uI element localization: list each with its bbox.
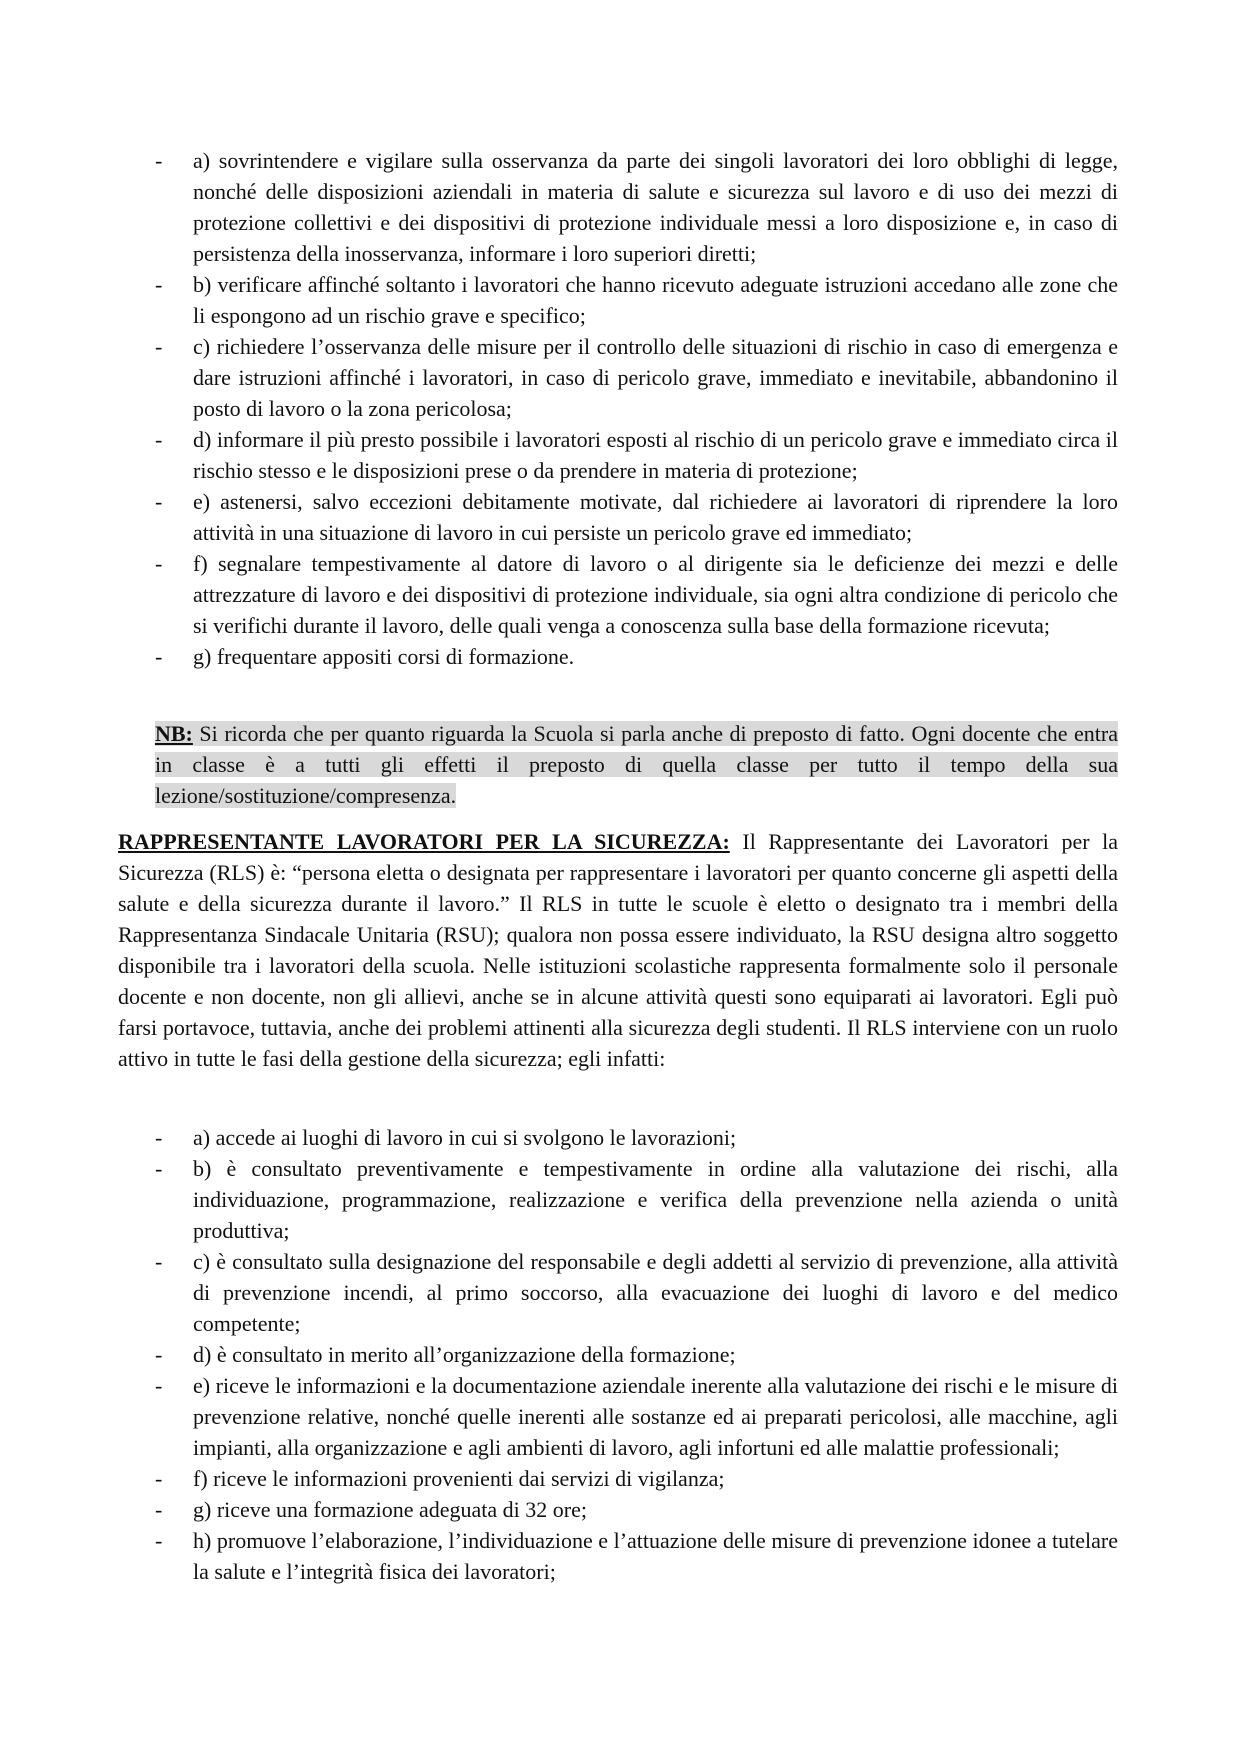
dash-bullet: -	[155, 1156, 163, 1181]
nb-label: NB:	[155, 721, 193, 746]
dash-bullet: -	[155, 644, 163, 669]
list-item	[0, 1494, 1240, 1525]
list-item-text: b) verificare affinché soltanto i lavoratori che hanno ricevuto adeguate istruzioni accedano alle zone che li espongono ad un rischio grave e specifico;	[193, 272, 1118, 328]
nb-note	[155, 718, 1118, 811]
list-item	[0, 1122, 1240, 1153]
list-item	[0, 1463, 1240, 1494]
list-item-text: e) riceve le informazioni e la documentazione aziendale inerente alla valutazione dei rischi e le misure di prevenzione relative, nonché quelle inerenti alle sostanze ed ai preparati pericolosi, alle macchine, agli impianti, alla organizzazione e agli ambienti di lavoro, agli infortuni ed alle malattie professionali;	[193, 1373, 1118, 1460]
dash-bullet: -	[155, 334, 163, 359]
list-item	[0, 331, 1240, 424]
dash-bullet: -	[155, 551, 163, 576]
list-item	[0, 548, 1240, 641]
dash-bullet: -	[155, 1125, 163, 1150]
list-item	[0, 1370, 1240, 1463]
list-item-text: d) è consultato in merito all’organizzazione della formazione;	[193, 1342, 736, 1367]
dash-bullet: -	[155, 1466, 163, 1491]
list-item-text: a) sovrintendere e vigilare sulla osservanza da parte dei singoli lavoratori dei loro obblighi di legge, nonché delle disposizioni aziendali in materia di salute e sicurezza sul lavoro e di uso dei mezzi di protezione collettivi e dei dispositivi di protezione individuale messi a loro disposizione e, in caso di persistenza della inosservanza, informare i loro superiori diretti;	[193, 148, 1118, 266]
list-item	[0, 145, 1240, 269]
dash-bullet: -	[155, 272, 163, 297]
list-item-text: h) promuove l’elaborazione, l’individuazione e l’attuazione delle misure di prevenzione idonee a tutelare la salute e l’integrità fisica dei lavoratori;	[193, 1528, 1118, 1584]
list-item-text: f) riceve le informazioni provenienti dai servizi di vigilanza;	[193, 1466, 725, 1491]
dash-bullet: -	[155, 1373, 163, 1398]
dash-bullet: -	[155, 427, 163, 452]
rls-heading: RAPPRESENTANTE LAVORATORI PER LA SICUREZZA:	[118, 829, 730, 854]
list-item	[0, 1339, 1240, 1370]
dash-bullet: -	[155, 1342, 163, 1367]
dash-bullet: -	[155, 489, 163, 514]
list-item-text: b) è consultato preventivamente e tempestivamente in ordine alla valutazione dei rischi, alla individuazione, programmazione, realizzazione e verifica della prevenzione nella azienda o unità produttiva;	[193, 1156, 1118, 1243]
list-item-text: d) informare il più presto possibile i lavoratori esposti al rischio di un pericolo grave e immediato circa il rischio stesso e le disposizioni prese o da prendere in materia di protezione;	[193, 427, 1118, 483]
dash-bullet: -	[155, 1249, 163, 1274]
list-item	[0, 1153, 1240, 1246]
list-item-text: g) riceve una formazione adeguata di 32 ore;	[193, 1497, 587, 1522]
rls-text: Il Rappresentante dei Lavoratori per la Sicurezza (RLS) è: “persona eletta o designata per rappresentare i lavoratori per quanto concerne gli aspetti della salute e della sicurezza durante il lavoro.” Il RLS in tutte le scuole è eletto o designato tra i membri della Rappresentanza Sindacale Unitaria (RSU); qualora non possa essere individuato, la RSU designa altro soggetto disponibile tra i lavoratori della scuola. Nelle istituzioni scolastiche rappresenta formalmente solo il personale docente e non docente, non gli allievi, anche se in alcune attività questi sono equiparati ai lavoratori. Egli può farsi portavoce, tuttavia, anche dei problemi attinenti alla sicurezza degli studenti. Il RLS interviene con un ruolo attivo in tutte le fasi della gestione della sicurezza; egli infatti:	[118, 829, 1118, 1071]
list-item	[0, 1525, 1240, 1587]
preposto-duties-list	[0, 145, 1240, 672]
list-item-text: f) segnalare tempestivamente al datore di lavoro o al dirigente sia le deficienze dei mezzi e delle attrezzature di lavoro e dei dispositivi di protezione individuale, sia ogni altra condizione di pericolo che si verifichi durante il lavoro, delle quali venga a conoscenza sulla base della formazione ricevuta;	[193, 551, 1118, 638]
list-item	[0, 1246, 1240, 1339]
dash-bullet: -	[155, 1497, 163, 1522]
list-item	[0, 269, 1240, 331]
list-item	[0, 486, 1240, 548]
list-item-text: e) astenersi, salvo eccezioni debitamente motivate, dal richiedere ai lavoratori di riprendere la loro attività in una situazione di lavoro in cui persiste un pericolo grave ed immediato;	[193, 489, 1118, 545]
dash-bullet: -	[155, 1528, 163, 1553]
list-item	[0, 641, 1240, 672]
list-item-text: c) richiedere l’osservanza delle misure per il controllo delle situazioni di rischio in caso di emergenza e dare istruzioni affinché i lavoratori, in caso di pericolo grave, immediato e inevitabile, abbandonino il posto di lavoro o la zona pericolosa;	[193, 334, 1118, 421]
list-item-text: g) frequentare appositi corsi di formazione.	[193, 644, 575, 669]
list-item-text: c) è consultato sulla designazione del responsabile e degli addetti al servizio di prevenzione, alla attività di prevenzione incendi, al primo soccorso, alla evacuazione dei luoghi di lavoro e del medico competente;	[193, 1249, 1118, 1336]
rls-duties-list	[0, 1122, 1240, 1587]
dash-bullet: -	[155, 148, 163, 173]
list-item-text: a) accede ai luoghi di lavoro in cui si svolgono le lavorazioni;	[193, 1125, 737, 1150]
nb-text: Si ricorda che per quanto riguarda la Scuola si parla anche di preposto di fatto. Ogni docente che entra in classe è a tutti gli effetti il preposto di quella classe per tutto il tempo della sua lezione/sostituzione/compresenza.	[155, 721, 1118, 808]
rls-paragraph	[118, 826, 1118, 1074]
list-item	[0, 424, 1240, 486]
